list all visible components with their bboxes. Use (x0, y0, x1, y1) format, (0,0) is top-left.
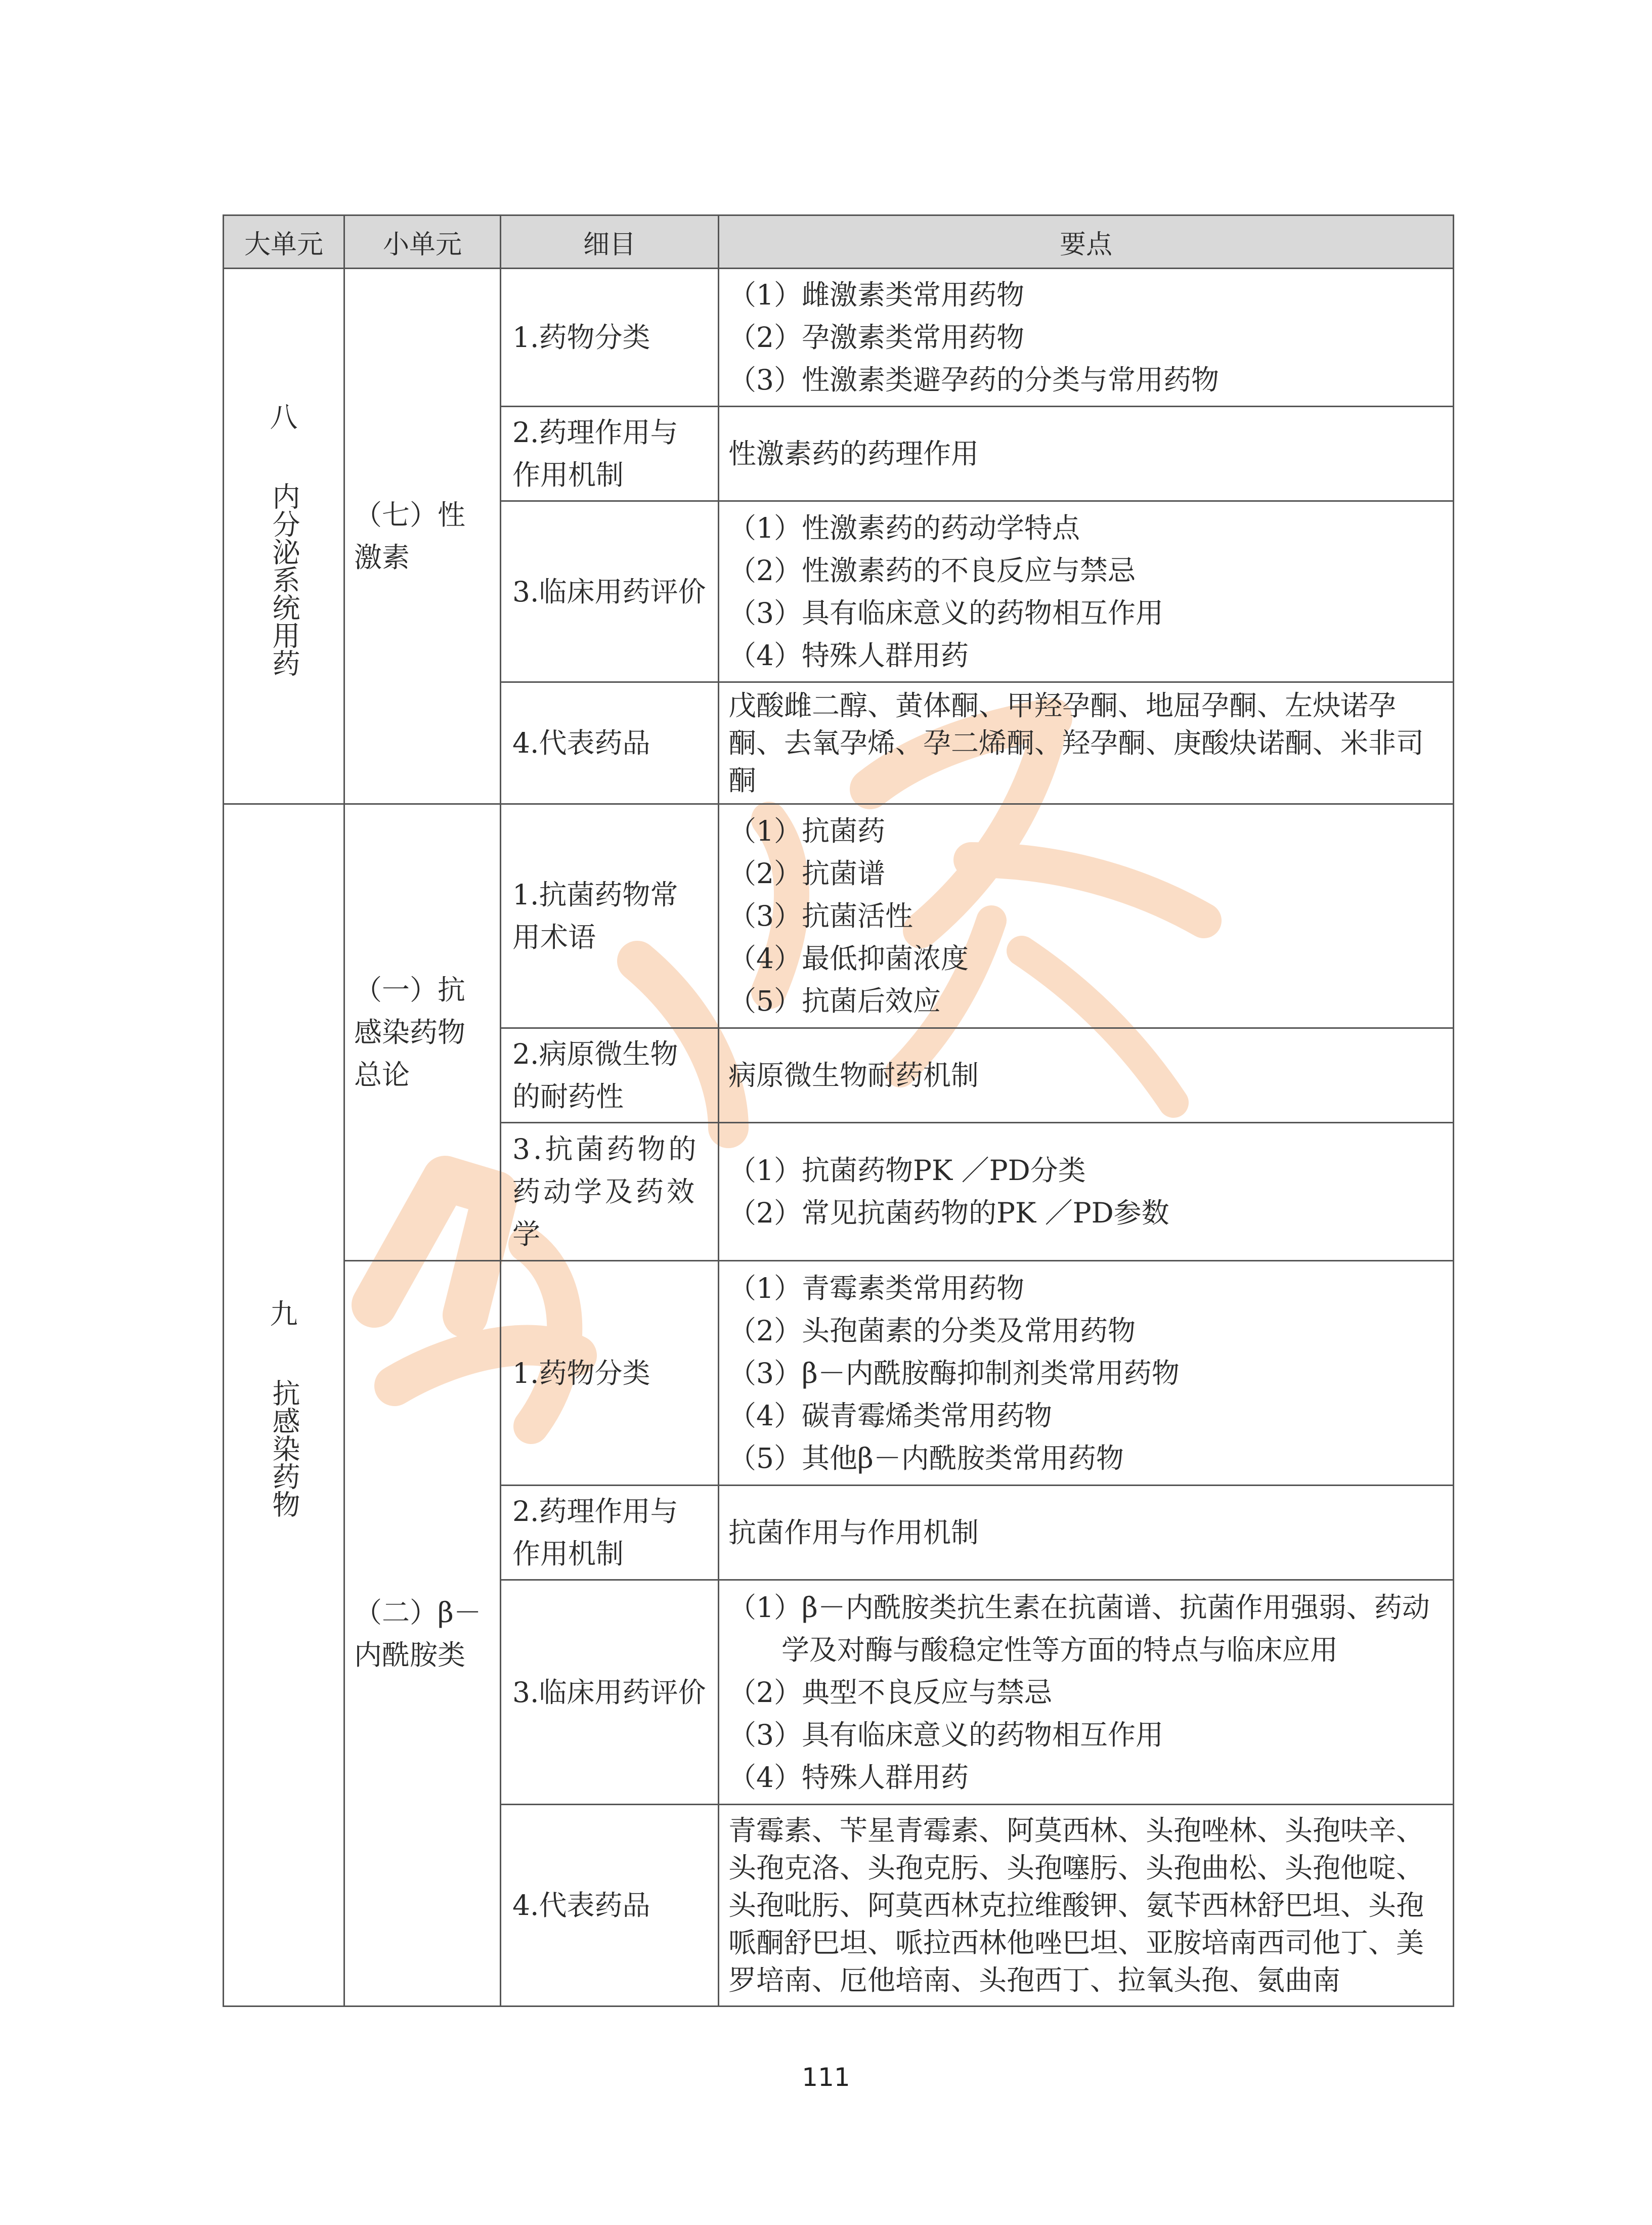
major-unit-9 (224, 804, 344, 2006)
key-points-cell (719, 407, 1454, 501)
key-point: （1）雌激素类常用药物 (728, 279, 1024, 311)
key-points-cell (719, 1486, 1454, 1580)
key-points-cell (719, 1261, 1454, 1486)
key-point: （1）性激素药的药动学特点 (728, 511, 1080, 544)
major-unit-title: 内分泌系统用药 (268, 482, 300, 677)
page-number: 111 (802, 2063, 850, 2092)
minor-unit-beta-lactams: （二）β－内酰胺类 (344, 1261, 501, 2006)
key-points-cell (719, 682, 1454, 804)
key-point: （5）其他β－内酰胺类常用药物 (728, 1442, 1124, 1474)
key-point-paragraph: 青霉素、苄星青霉素、阿莫西林、头孢唑林、头孢呋辛、头孢克洛、头孢克肟、头孢噻肟、头孢曲松、头孢他啶、头孢吡肟、阿莫西林克拉维酸钾、氨苄西林舒巴坦、头孢哌酮舒巴坦、哌拉西林他唑巴坦、亚胺培南西司他丁、美罗培南、厄他培南、头孢西丁、拉氧头孢、氨曲南 (728, 1814, 1424, 1996)
detail-item: 1.抗菌药物常用术语 (501, 804, 719, 1028)
minor-unit-anti-infective-overview: （一）抗感染药物总论 (344, 804, 501, 1261)
table-row (224, 804, 1454, 1028)
detail-item: 2.药理作用与作用机制 (501, 407, 719, 501)
key-point: （4）特殊人群用药 (728, 639, 969, 672)
key-point: （2）常见抗菌药物的PK ／PD参数 (728, 1197, 1169, 1229)
detail-item: 2.病原微生物的耐药性 (501, 1028, 719, 1123)
key-point: （3）性激素类避孕药的分类与常用药物 (728, 364, 1219, 396)
detail-item: 1.药物分类 (501, 1261, 719, 1486)
header-minor-unit: 小单元 (344, 215, 501, 269)
key-points-cell (719, 804, 1454, 1028)
key-point: （2）孕激素类常用药物 (728, 321, 1024, 354)
key-point: 病原微生物耐药机制 (728, 1059, 979, 1092)
table-row (224, 269, 1454, 407)
key-points-cell (719, 1805, 1454, 2006)
detail-item: 4.代表药品 (501, 682, 719, 804)
key-points-cell (719, 269, 1454, 407)
major-unit-number: 八 (270, 401, 298, 433)
header-detail: 细目 (501, 215, 719, 269)
key-point: （1）抗菌药物PK ／PD分类 (728, 1154, 1086, 1187)
key-point: （3）具有临床意义的药物相互作用 (728, 1718, 1163, 1751)
table-row (224, 1261, 1454, 1486)
key-point-continuation: 学及对酶与酸稳定性等方面的特点与临床应用 (781, 1633, 1338, 1666)
detail-item: 3.临床用药评价 (501, 1580, 719, 1805)
major-unit-number: 九 (270, 1297, 298, 1330)
key-points-cell (719, 501, 1454, 682)
key-point: （4）特殊人群用药 (728, 1761, 969, 1794)
detail-item: 1.药物分类 (501, 269, 719, 407)
detail-item: 4.代表药品 (501, 1805, 719, 2006)
key-point: （4）最低抑菌浓度 (728, 942, 969, 975)
minor-unit-sex-hormones: （七）性激素 (344, 269, 501, 804)
key-point: （3）具有临床意义的药物相互作用 (728, 596, 1163, 629)
key-point: （3）β－内酰胺酶抑制剂类常用药物 (728, 1357, 1180, 1389)
key-point: （1）青霉素类常用药物 (728, 1272, 1024, 1304)
key-point: （2）抗菌谱 (728, 857, 885, 890)
major-unit-title: 抗感染药物 (268, 1378, 300, 1518)
key-point-paragraph: 戊酸雌二醇、黄体酮、甲羟孕酮、地屈孕酮、左炔诺孕酮、去氧孕烯、孕二烯酮、羟孕酮、庚酸炔诺酮、米非司酮 (728, 689, 1424, 797)
key-point: （5）抗菌后效应 (728, 985, 941, 1017)
key-point: （3）抗菌活性 (728, 900, 913, 932)
syllabus-table (223, 214, 1454, 2007)
key-point: （4）碳青霉烯类常用药物 (728, 1399, 1052, 1432)
key-point: 性激素药的药理作用 (728, 438, 979, 470)
key-points-cell (719, 1028, 1454, 1123)
key-points-cell (719, 1580, 1454, 1805)
header-key-points: 要点 (719, 215, 1454, 269)
detail-item: 3.临床用药评价 (501, 501, 719, 682)
detail-item: 3.抗菌药物的药动学及药效学 (501, 1123, 719, 1261)
key-point: （1）β－内酰胺类抗生素在抗菌谱、抗菌作用强弱、药动 (728, 1591, 1430, 1624)
key-point: （2）性激素药的不良反应与禁忌 (728, 554, 1136, 587)
table-header-row (224, 215, 1454, 269)
major-unit-8 (224, 269, 344, 804)
key-point: （2）头孢菌素的分类及常用药物 (728, 1314, 1136, 1347)
detail-item: 2.药理作用与作用机制 (501, 1486, 719, 1580)
key-point: （2）典型不良反应与禁忌 (728, 1676, 1052, 1709)
key-point: （1）抗菌药 (728, 815, 885, 847)
key-point: 抗菌作用与作用机制 (728, 1516, 979, 1549)
key-points-cell (719, 1123, 1454, 1261)
header-major-unit: 大单元 (224, 215, 344, 269)
